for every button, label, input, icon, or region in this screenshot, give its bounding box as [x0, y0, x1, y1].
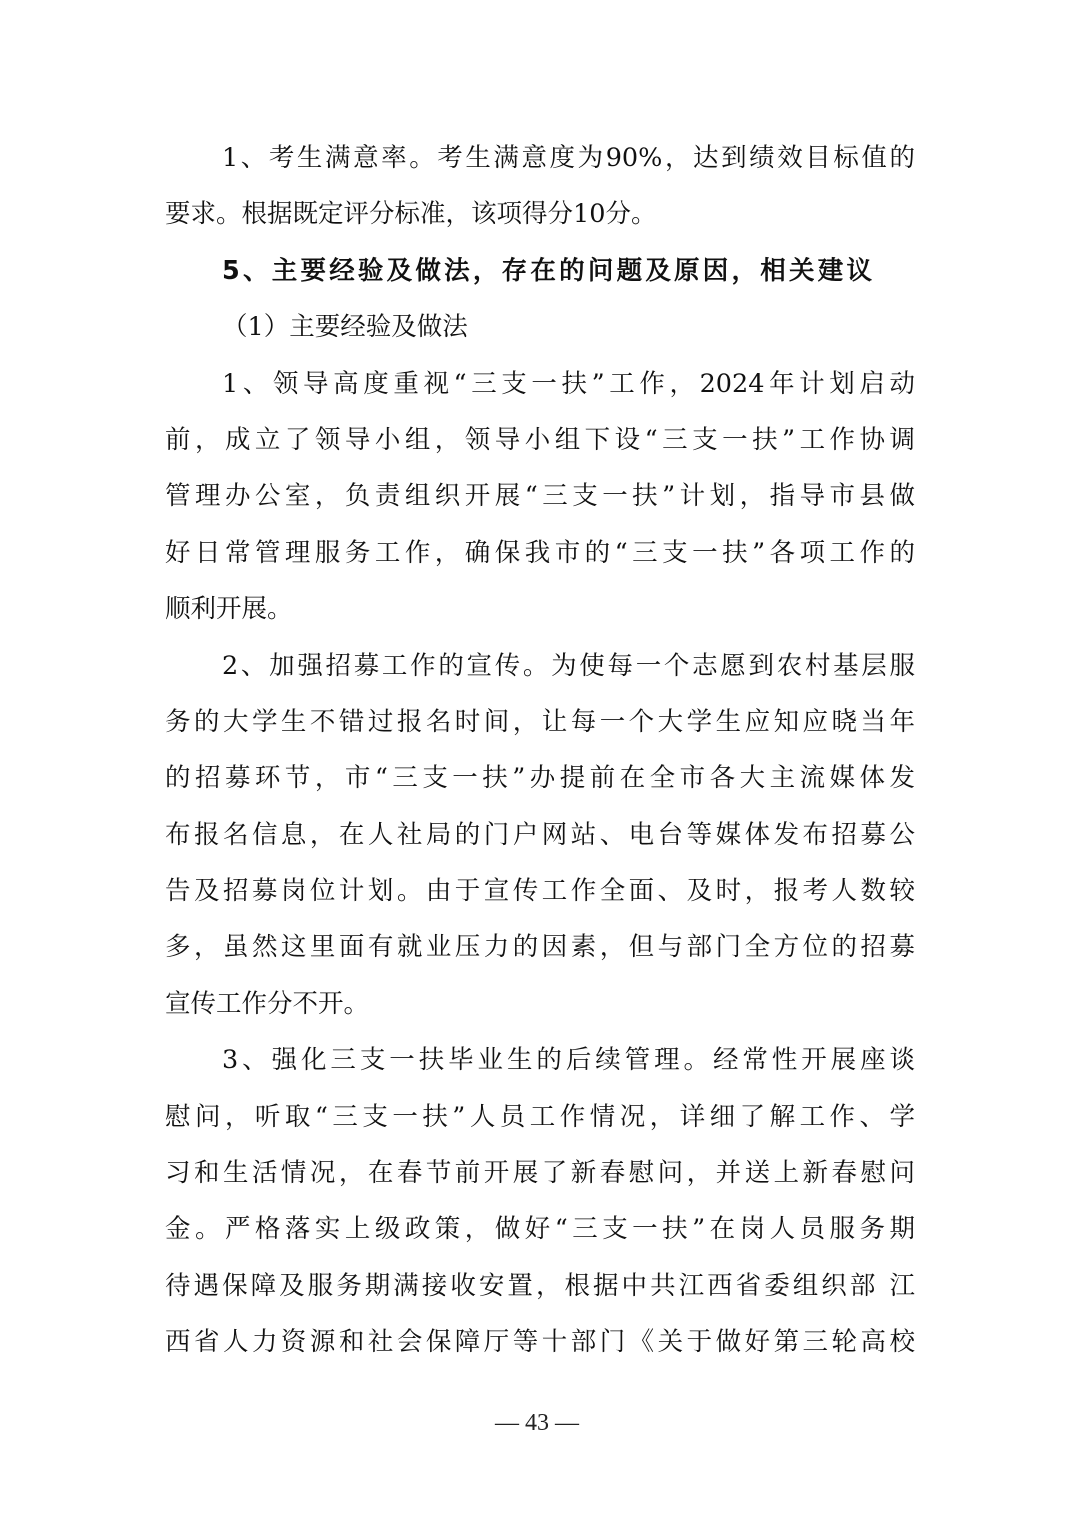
text-line: 前，成立了领导小组，领导小组下设“三支一扶”工作协调: [165, 424, 915, 455]
text-line: 慰问，听取“三支一扶”人员工作情况，详细了解工作、学: [165, 1101, 915, 1132]
text-line: 1、领导高度重视“三支一扶”工作，2024年计划启动: [222, 368, 915, 399]
text-line: 宣传工作分不开。: [165, 988, 370, 1019]
text-line: 的招募环节，市“三支一扶”办提前在全市各大主流媒体发: [165, 763, 915, 794]
text-line: 要求。根据既定评分标准，该项得分10分。: [165, 199, 657, 230]
document-body: [165, 130, 915, 1371]
text-line: 西省人力资源和社会保障厅等十部门《关于做好第三轮高校: [165, 1327, 915, 1358]
text-line: 待遇保障及服务期满接收安置，根据中共江西省委组织部 江: [165, 1270, 915, 1301]
text-line: 1、考生满意率。考生满意度为90%，达到绩效目标值的: [222, 143, 915, 173]
text-line: 习和生活情况，在春节前开展了新春慰问，并送上新春慰问: [165, 1158, 915, 1189]
text-line: 务的大学生不错过报名时间，让每一个大学生应知应晓当年: [165, 706, 915, 737]
text-line: 顺利开展。: [165, 594, 293, 625]
section-heading: 5、主要经验及做法，存在的问题及原因，相关建议: [222, 255, 872, 286]
text-line: 告及招募岗位计划。由于宣传工作全面、及时，报考人数较: [165, 876, 915, 907]
text-line: 金。严格落实上级政策，做好“三支一扶”在岗人员服务期: [165, 1214, 915, 1245]
text-line: 多，虽然这里面有就业压力的因素，但与部门全方位的招募: [165, 932, 915, 963]
text-line: 好日常管理服务工作，确保我市的“三支一扶”各项工作的: [165, 537, 915, 568]
text-line: 管理办公室，负责组织开展“三支一扶”计划，指导市县做: [165, 481, 915, 512]
text-line: 2、加强招募工作的宣传。为使每一个志愿到农村基层服: [222, 650, 915, 681]
text-line: 3、强化三支一扶毕业生的后续管理。经常性开展座谈: [222, 1045, 915, 1076]
page-number: — 43 —: [495, 1410, 579, 1436]
subsection-heading: （1）主要经验及做法: [222, 312, 468, 343]
text-line: 布报名信息，在人社局的门户网站、电台等媒体发布招募公: [165, 819, 915, 850]
